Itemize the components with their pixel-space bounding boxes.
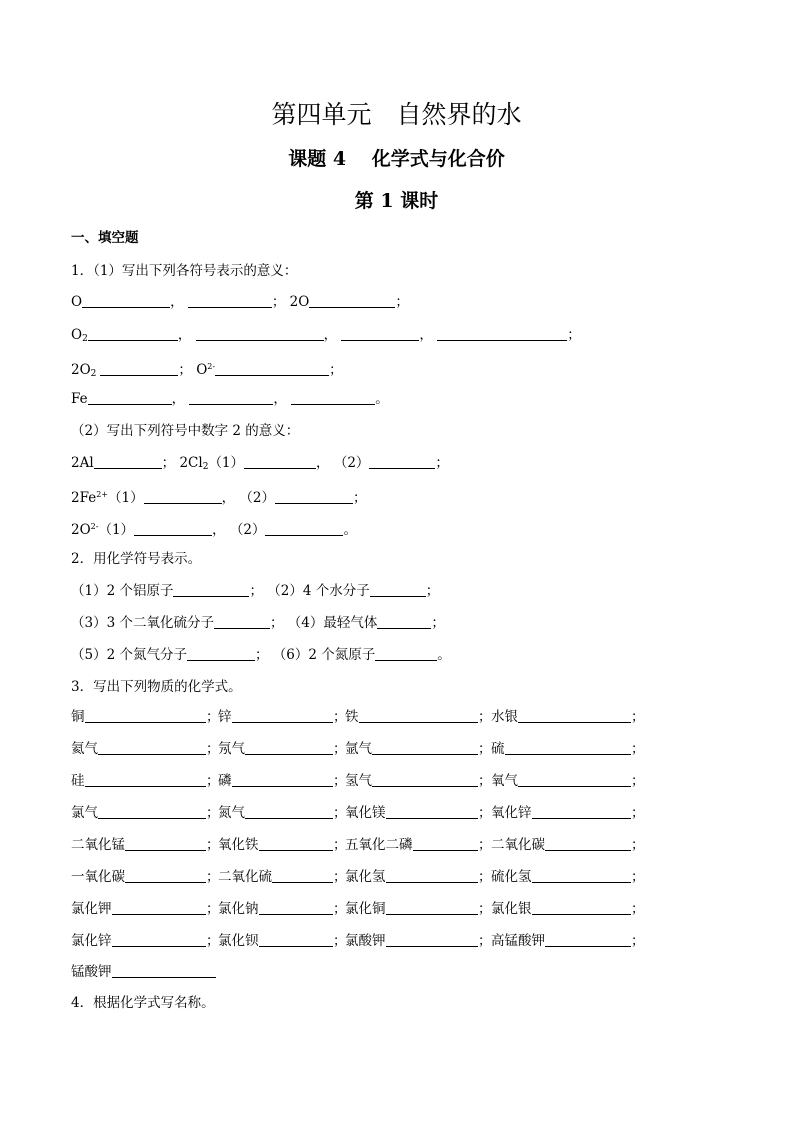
substance-label: 二氧化碳 [491, 837, 545, 853]
answer-blank[interactable] [85, 708, 207, 723]
answer-blank[interactable] [532, 868, 632, 883]
formula-item: 二氧化碳 ； [491, 837, 645, 853]
formula-item: 氧化铁 ； [218, 837, 347, 853]
section-heading: 一、填空题 [71, 230, 139, 246]
q3-stem: 3．写出下列物质的化学式。 [71, 679, 242, 695]
answer-blank[interactable] [82, 293, 170, 308]
answer-blank[interactable] [245, 804, 333, 819]
formula-item: 氯化锌 ； [71, 933, 220, 949]
formula-item: 水银 ； [491, 709, 645, 725]
formula-item: 硫 ； [491, 741, 645, 757]
substance-label: 氖气 [218, 741, 245, 757]
answer-blank[interactable] [88, 390, 172, 405]
q1-stem: 1．（1）写出下列各符号表示的意义： [71, 263, 298, 279]
substance-label: 氦气 [71, 741, 98, 757]
q2-line-2: （3）3 个二氧化硫分子 ； （4）最轻气体 ； [71, 615, 445, 631]
q3-last-line: 锰酸钾 [71, 962, 216, 982]
answer-blank[interactable] [214, 614, 270, 629]
substance-label: 二氧化锰 [71, 837, 125, 853]
answer-blank[interactable] [265, 521, 343, 536]
formula-item: 锌 ； [218, 709, 347, 725]
answer-blank[interactable] [372, 740, 478, 755]
substance-label: 氯酸钾 [345, 933, 386, 949]
formula-item: 磷 ； [218, 773, 347, 789]
substance-label: 二氧化硫 [218, 869, 272, 885]
answer-blank[interactable] [386, 868, 479, 883]
substance-label: 氮气 [218, 805, 245, 821]
formula-item: 氩气 ； [345, 741, 492, 757]
formula-item: 氦气 ； [71, 741, 220, 757]
substance-label: 铁 [345, 709, 359, 725]
q1-line-o2minus: $2O^{2-}(1)$ ， （2） 。 [71, 522, 357, 538]
substance-label: 硫化氢 [491, 869, 532, 885]
lesson-subtitle: 课题 4 化学式与化合价 [288, 148, 505, 170]
answer-blank[interactable] [272, 868, 333, 883]
substance-label: 氯化钡 [218, 933, 259, 949]
answer-blank[interactable] [369, 454, 435, 469]
answer-blank[interactable] [134, 521, 212, 536]
answer-blank[interactable] [370, 582, 426, 597]
formula-item: 氧化锌 ； [491, 805, 645, 821]
q1-line-o: O ， ； 2O ； [71, 294, 409, 310]
answer-blank[interactable] [386, 804, 479, 819]
answer-blank[interactable] [386, 932, 479, 947]
q1-line-fe: Fe ， ， 。 [71, 391, 389, 407]
formula-item: 氢气 ； [345, 773, 492, 789]
symbol-fe: Fe [71, 391, 88, 407]
q1-line-o2: $O_2$ ， ， ， ； [71, 327, 581, 344]
answer-blank[interactable] [372, 772, 478, 787]
answer-blank[interactable] [386, 900, 479, 915]
substance-label: 氧气 [491, 773, 518, 789]
formula-item: 硅 ； [71, 773, 220, 789]
symbol-2o2: $2O_2$ [71, 362, 97, 379]
substance-label: 氧化镁 [345, 805, 386, 821]
substance-label: 氯化铜 [345, 901, 386, 917]
formula-item: 氧气 ； [491, 773, 645, 789]
answer-blank[interactable] [232, 772, 334, 787]
answer-blank[interactable] [532, 804, 632, 819]
substance-label: 硅 [71, 773, 85, 789]
substance-label: 铜 [71, 709, 85, 725]
answer-blank[interactable] [144, 489, 222, 504]
formula-item: 二氧化锰 ； [71, 837, 220, 853]
answer-blank[interactable] [125, 868, 206, 883]
substance-label: 氧化铁 [218, 837, 259, 853]
substance-label: 氩气 [345, 741, 372, 757]
substance-label: 高锰酸钾 [491, 933, 545, 949]
symbol-2cl2: $2Cl_2$ [179, 455, 209, 472]
answer-blank[interactable] [437, 326, 567, 341]
answer-blank[interactable] [94, 454, 162, 469]
substance-label: 氯化锌 [71, 933, 112, 949]
substance-label: 氯化银 [491, 901, 532, 917]
answer-blank[interactable] [245, 740, 333, 755]
answer-blank[interactable] [125, 836, 206, 851]
answer-blank[interactable] [309, 293, 395, 308]
q2-line-1: （1）2 个铝原子 ； （2）4 个水分子 ； [71, 583, 440, 599]
substance-label: 磷 [218, 773, 232, 789]
q4-stem: 4．根据化学式写名称。 [71, 995, 215, 1011]
formula-item: 氯化银 ； [491, 901, 645, 917]
answer-blank[interactable] [259, 836, 334, 851]
answer-blank[interactable] [545, 836, 631, 851]
formula-item: 氮气 ； [218, 805, 347, 821]
symbol-o2: $O_2$ [71, 327, 88, 344]
symbol-2al: 2Al [71, 455, 94, 471]
answer-blank[interactable] [100, 361, 178, 376]
answer-blank[interactable] [112, 932, 207, 947]
answer-blank[interactable] [189, 390, 273, 405]
page-title: 第四单元 自然界的水 [271, 100, 522, 129]
answer-blank[interactable] [88, 326, 178, 341]
formula-item: 氯化氢 ； [345, 869, 492, 885]
answer-blank[interactable] [259, 932, 334, 947]
answer-blank[interactable] [85, 772, 207, 787]
lesson-period: 第 1 课时 [354, 190, 439, 212]
substance-label: 一氧化碳 [71, 869, 125, 885]
symbol-o2-ion: $O^{2-}$ [196, 362, 216, 378]
q2-line-3: （5）2 个氮气分子 ； （6）2 个氮原子 。 [71, 647, 451, 663]
answer-blank[interactable] [518, 772, 631, 787]
q1-line-2o2: $2O_2$ ； $O^{2-}$ ； [71, 362, 343, 379]
answer-blank[interactable] [98, 804, 206, 819]
formula-item: 氯化钠 ； [218, 901, 347, 917]
substance-label: 氯化氢 [345, 869, 386, 885]
substance-label: 锌 [218, 709, 232, 725]
answer-blank[interactable] [518, 708, 631, 723]
formula-item: 一氧化碳 ； [71, 869, 220, 885]
symbol-o: O [71, 294, 83, 310]
formula-item: 氧化镁 ； [345, 805, 492, 821]
substance-label: 氯气 [71, 805, 98, 821]
formula-item: 铜 ； [71, 709, 220, 725]
symbol-2o: 2O [289, 294, 310, 310]
answer-blank[interactable] [375, 646, 437, 661]
formula-item: 五氧化二磷 ； [345, 837, 492, 853]
formula-item: 氯气 ； [71, 805, 220, 821]
answer-blank[interactable] [196, 326, 324, 341]
answer-blank[interactable] [187, 646, 255, 661]
substance-label: 氯化钠 [218, 901, 259, 917]
substance-label: 五氧化二磷 [345, 837, 413, 853]
q1-line-fe2: $2Fe^{2+}(1)$ ， （2） ； [71, 490, 367, 506]
formula-item: 氯化钡 ； [218, 933, 347, 949]
answer-blank[interactable] [413, 836, 479, 851]
substance-label: 氢气 [345, 773, 372, 789]
answer-blank[interactable] [532, 900, 632, 915]
formula-item: 氯酸钾 ； [345, 933, 492, 949]
substance-label: 水银 [491, 709, 518, 725]
symbol-2o2minus: $2O^{2-}$ [71, 522, 99, 538]
symbol-2fe2plus: $2Fe^{2+}$ [71, 490, 109, 506]
q1-line-al-cl: 2Al ； $2Cl_2(1)$ ， （2） ； [71, 455, 449, 472]
answer-blank[interactable] [377, 614, 431, 629]
q2-stem: 2．用化学符号表示。 [71, 551, 202, 567]
formula-item: 高锰酸钾 ； [491, 933, 645, 949]
substance-label: 氯化钾 [71, 901, 112, 917]
answer-blank[interactable] [244, 454, 316, 469]
answer-blank[interactable] [275, 489, 353, 504]
answer-blank[interactable] [291, 390, 375, 405]
formula-item: 铁 ； [345, 709, 492, 725]
answer-blank[interactable] [232, 708, 334, 723]
formula-item: 氯化铜 ； [345, 901, 492, 917]
answer-blank[interactable] [98, 740, 206, 755]
substance-label: 硫 [491, 741, 505, 757]
answer-blank[interactable] [259, 900, 334, 915]
answer-blank[interactable] [215, 361, 329, 376]
substance-label: 氧化锌 [491, 805, 532, 821]
answer-blank[interactable] [505, 740, 632, 755]
answer-blank[interactable] [173, 582, 249, 597]
answer-blank[interactable] [188, 293, 272, 308]
answer-blank[interactable] [359, 708, 479, 723]
answer-blank[interactable] [112, 900, 207, 915]
answer-blank[interactable] [545, 932, 631, 947]
formula-item: 二氧化硫 ； [218, 869, 347, 885]
formula-item: 硫化氢 ； [491, 869, 645, 885]
answer-blank[interactable] [112, 963, 216, 978]
formula-item: 氖气 ； [218, 741, 347, 757]
formula-item: 氯化钾 ； [71, 901, 220, 917]
answer-blank[interactable] [341, 326, 419, 341]
q1-part2-stem: （2）写出下列符号中数字 2 的意义： [71, 423, 300, 439]
